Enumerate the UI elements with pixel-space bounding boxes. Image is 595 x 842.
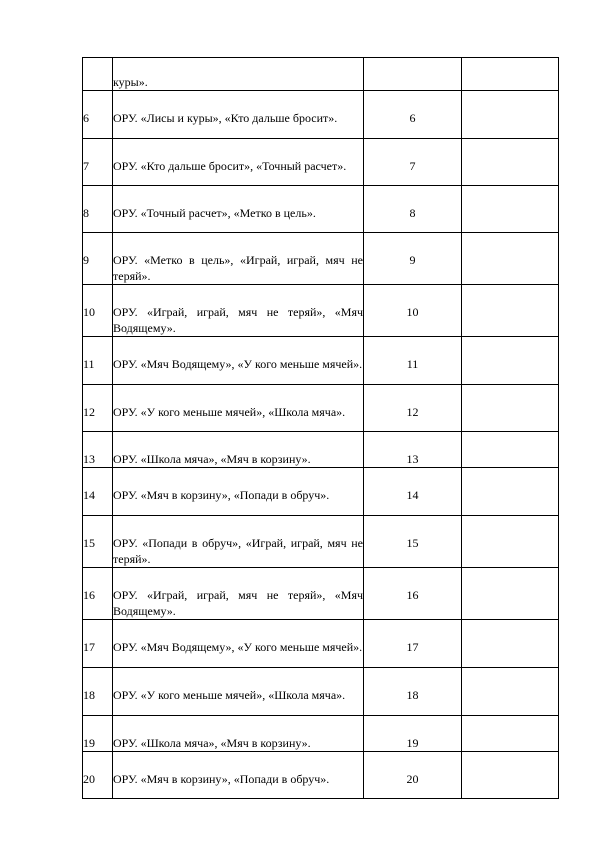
row-number-cell: 19 (83, 716, 113, 752)
row-hours-cell: 15 (364, 516, 462, 568)
row-topic-cell: ОРУ. «У кого меньше мячей», «Школа мяча». (113, 668, 364, 716)
row-extra-cell (462, 337, 559, 385)
row-topic-cell: ОРУ. «Лисы и куры», «Кто дальше бросит». (113, 91, 364, 139)
row-extra-cell (462, 516, 559, 568)
table-row (83, 186, 559, 233)
table-row (83, 432, 559, 468)
row-hours-cell: 16 (364, 568, 462, 620)
table-row (83, 568, 559, 620)
table-row (83, 91, 559, 139)
row-number-cell: 14 (83, 468, 113, 516)
row-extra-cell (462, 752, 559, 799)
row-extra-cell (462, 568, 559, 620)
row-extra-cell (462, 716, 559, 752)
row-extra-cell (462, 668, 559, 716)
row-topic-cell: ОРУ. «Кто дальше бросит», «Точный расчет». (113, 139, 364, 186)
table-row (83, 468, 559, 516)
row-number-cell: 12 (83, 385, 113, 432)
row-number-cell: 15 (83, 516, 113, 568)
row-topic-cell: ОРУ. «Метко в цель», «Играй, играй, мяч не теряй». (113, 233, 364, 285)
table-row (83, 58, 559, 91)
row-hours-cell: 17 (364, 620, 462, 668)
table-row (83, 752, 559, 799)
row-topic-cell: ОРУ. «Точный расчет», «Метко в цель». (113, 186, 364, 233)
row-topic-cell: ОРУ. «Школа мяча», «Мяч в корзину». (113, 716, 364, 752)
row-hours-cell: 8 (364, 186, 462, 233)
row-topic-cell: ОРУ. «Играй, играй, мяч не теряй», «Мяч Водящему». (113, 568, 364, 620)
row-number-cell (83, 58, 113, 91)
row-hours-cell: 9 (364, 233, 462, 285)
row-hours-cell: 11 (364, 337, 462, 385)
row-number-cell: 18 (83, 668, 113, 716)
table-row (83, 668, 559, 716)
table-row (83, 139, 559, 186)
row-extra-cell (462, 468, 559, 516)
row-extra-cell (462, 233, 559, 285)
table-row (83, 285, 559, 337)
row-hours-cell: 14 (364, 468, 462, 516)
row-number-cell: 13 (83, 432, 113, 468)
row-topic-cell: ОРУ. «У кого меньше мячей», «Школа мяча». (113, 385, 364, 432)
row-topic-cell: ОРУ. «Попади в обруч», «Играй, играй, мяч не теряй». (113, 516, 364, 568)
row-topic-cell: куры». (113, 58, 364, 91)
row-topic-cell: ОРУ. «Мяч Водящему», «У кого меньше мячей». (113, 337, 364, 385)
row-extra-cell (462, 285, 559, 337)
row-number-cell: 11 (83, 337, 113, 385)
row-number-cell: 20 (83, 752, 113, 799)
lesson-plan-table (82, 57, 559, 799)
table-row (83, 716, 559, 752)
row-extra-cell (462, 432, 559, 468)
row-hours-cell (364, 58, 462, 91)
row-topic-cell: ОРУ. «Мяч в корзину», «Попади в обруч». (113, 752, 364, 799)
row-hours-cell: 6 (364, 91, 462, 139)
row-hours-cell: 12 (364, 385, 462, 432)
row-hours-cell: 20 (364, 752, 462, 799)
table-row (83, 233, 559, 285)
row-number-cell: 10 (83, 285, 113, 337)
row-number-cell: 9 (83, 233, 113, 285)
row-hours-cell: 13 (364, 432, 462, 468)
table-body (83, 58, 559, 799)
row-extra-cell (462, 620, 559, 668)
row-topic-cell: ОРУ. «Играй, играй, мяч не теряй», «Мяч Водящему». (113, 285, 364, 337)
row-topic-cell: ОРУ. «Школа мяча», «Мяч в корзину». (113, 432, 364, 468)
row-extra-cell (462, 91, 559, 139)
row-number-cell: 6 (83, 91, 113, 139)
row-extra-cell (462, 58, 559, 91)
row-extra-cell (462, 385, 559, 432)
table-row (83, 337, 559, 385)
row-hours-cell: 7 (364, 139, 462, 186)
row-extra-cell (462, 186, 559, 233)
table-row (83, 385, 559, 432)
table-row (83, 516, 559, 568)
row-number-cell: 8 (83, 186, 113, 233)
row-topic-cell: ОРУ. «Мяч в корзину», «Попади в обруч». (113, 468, 364, 516)
row-hours-cell: 19 (364, 716, 462, 752)
row-topic-cell: ОРУ. «Мяч Водящему», «У кого меньше мячей». (113, 620, 364, 668)
row-number-cell: 7 (83, 139, 113, 186)
row-number-cell: 16 (83, 568, 113, 620)
row-number-cell: 17 (83, 620, 113, 668)
row-extra-cell (462, 139, 559, 186)
table-row (83, 620, 559, 668)
row-hours-cell: 18 (364, 668, 462, 716)
row-hours-cell: 10 (364, 285, 462, 337)
